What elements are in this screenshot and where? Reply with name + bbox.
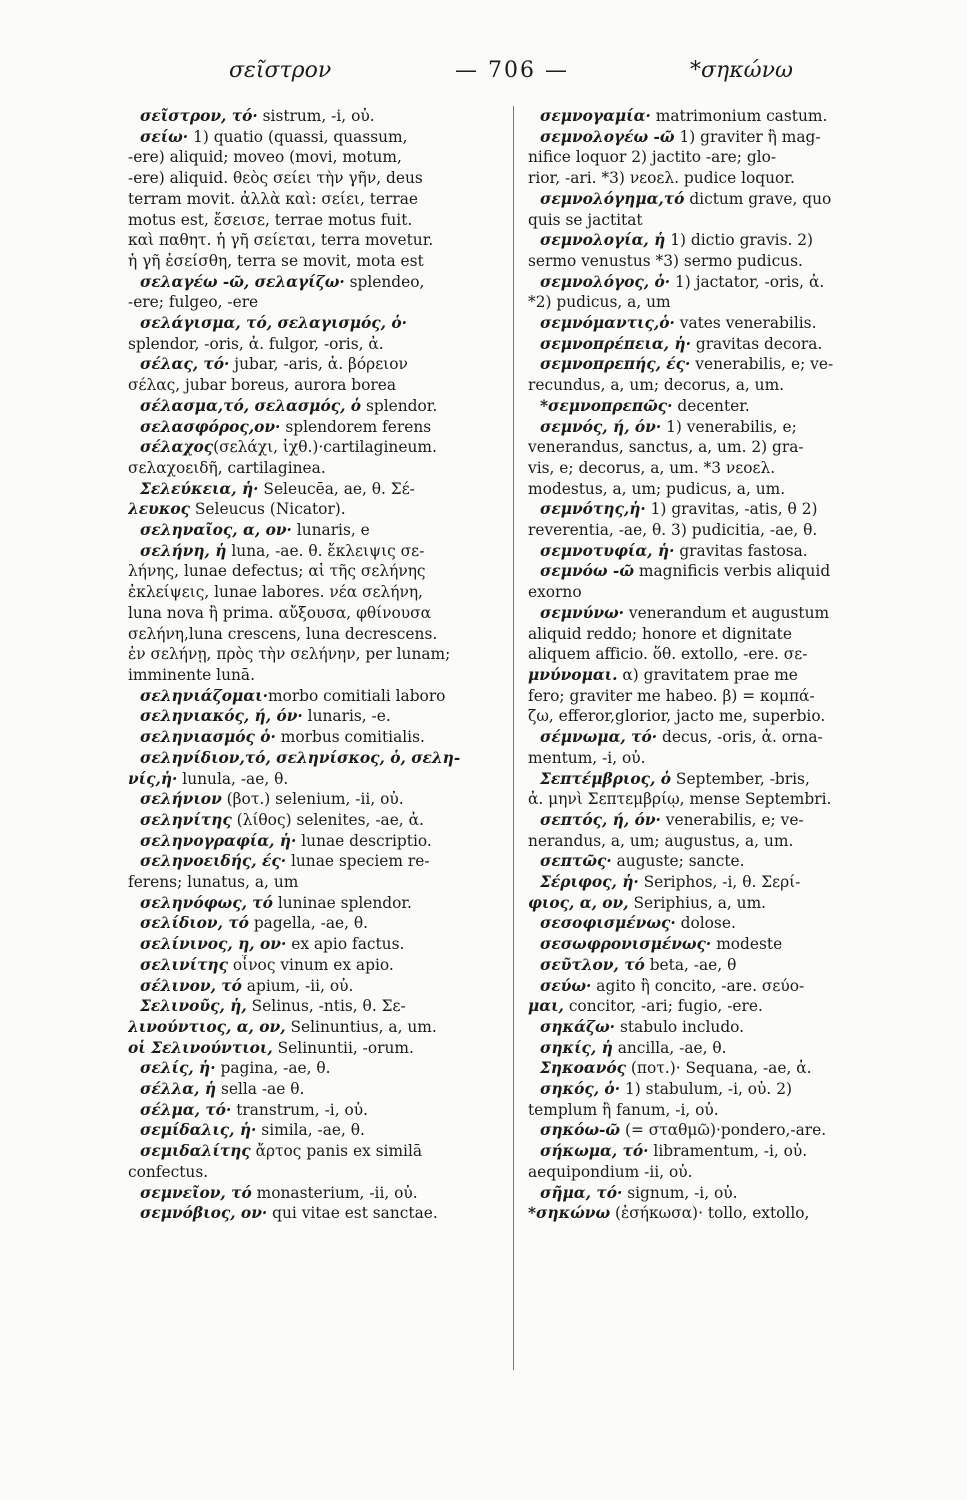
definition-text: οἶνος vinum ex apio. [228, 955, 394, 974]
dictionary-line [528, 810, 902, 831]
headword: σέλασμα,τό, σελασμός, ὁ [140, 396, 362, 415]
column-divider [513, 106, 514, 1370]
definition-text: monasterium, -ii, οὐ. [251, 1183, 418, 1202]
definition-text: motus est, ἔσεισε, terrae motus fuit. [128, 210, 413, 229]
headword: σελίδιον, τό [140, 914, 249, 933]
dictionary-line [128, 624, 502, 645]
dictionary-line [128, 1203, 502, 1224]
definition-text: libramentum, -i, οὐ. [648, 1142, 808, 1161]
headword: σεσοφισμένως· [540, 914, 676, 933]
page-number: — 706 — [455, 58, 569, 83]
dictionary-line [128, 375, 502, 396]
headword: σελίς, ἡ· [140, 1059, 216, 1078]
dictionary-line [528, 458, 902, 479]
dictionary-line [128, 437, 502, 458]
definition-text: nerandus, a, um; augustus, a, um. [528, 831, 794, 850]
definition-text: Seriphius, a, um. [628, 893, 767, 912]
definition-text: September, -bris, [671, 769, 810, 788]
headword: Σέριφος, ἡ· [540, 873, 639, 892]
definition-text: aliquem afficio. ὅθ. extollo, -ere. σε- [528, 645, 808, 664]
dictionary-line [128, 976, 502, 997]
definition-text: stabulo includo. [615, 1017, 745, 1036]
definition-text: decus, -oris, ἀ. orna- [657, 728, 823, 747]
headword: λινούντιος, α, ον, [128, 1017, 286, 1036]
dictionary-line [528, 934, 902, 955]
headword: σεληναῖος, α, ον· [140, 521, 292, 540]
dictionary-line [528, 686, 902, 707]
headword: σεληνόφως, τό [140, 893, 273, 912]
headword: νίς,ἡ· [128, 769, 178, 788]
headword: σεμνολόγημα,τό [540, 189, 685, 208]
dictionary-line [528, 1120, 902, 1141]
dictionary-line [128, 210, 502, 231]
definition-text: imminente lunā. [128, 665, 255, 684]
headword: σεσωφρονισμένως· [540, 935, 712, 954]
definition-text: beta, -ae, θ [644, 955, 737, 974]
headword: σηκάζω· [540, 1017, 616, 1036]
dictionary-line [128, 168, 502, 189]
definition-text: agito ἢ concito, -are. σεύο- [591, 976, 805, 995]
dictionary-line [128, 417, 502, 438]
headword: σεμνόμαντις,ὁ· [540, 314, 675, 333]
definition-text: recundus, a, um; decorus, a, um. [528, 376, 785, 395]
dictionary-line [128, 292, 502, 313]
dictionary-line [128, 334, 502, 355]
definition-text: Selinuntii, -orum. [272, 1038, 414, 1057]
dictionary-line [528, 769, 902, 790]
dictionary-line [528, 541, 902, 562]
dictionary-line [528, 644, 902, 665]
definition-text: decenter. [672, 396, 750, 415]
definition-text: dolose. [675, 914, 736, 933]
dictionary-line [128, 127, 502, 148]
headword: σεμνογαμία· [540, 107, 651, 125]
definition-text: Seleucēa, ae, θ. Σέ- [258, 479, 415, 498]
definition-text: luna nova ἢ prima. αὔξουσα, φθίνουσα [128, 603, 432, 622]
dictionary-line [128, 644, 502, 665]
definition-text: ἡ γῆ ἐσείσθη, terra se movit, mota est [128, 251, 424, 270]
dictionary-line [528, 479, 902, 500]
definition-text: (ποτ.)· Sequana, -ae, ἀ. [626, 1059, 812, 1078]
headword: σεμνοπρέπεια, ἡ· [540, 334, 691, 353]
definition-text: jubar, -aris, ἀ. βόρειον [229, 355, 408, 374]
definition-text: σέλας, jubar boreus, aurora borea [128, 376, 397, 395]
headword: σηκός, ὁ· [540, 1080, 621, 1099]
definition-text: pagella, -ae, θ. [248, 914, 369, 933]
dictionary-line [128, 851, 502, 872]
headword: σέλαχος [140, 438, 214, 457]
headword: σεμνόβιος, ον· [140, 1204, 268, 1223]
headword: σεμνολόγος, ὁ· [540, 272, 671, 291]
dictionary-line [528, 127, 902, 148]
dictionary-line [128, 499, 502, 520]
dictionary-line [528, 851, 902, 872]
dictionary-line [528, 375, 902, 396]
dictionary-line [528, 561, 902, 582]
dictionary-line [528, 189, 902, 210]
dictionary-line [528, 913, 902, 934]
dictionary-line [128, 1100, 502, 1121]
definition-text: luna, -ae. θ. ἔκλειψις σε- [226, 541, 425, 560]
headword: σηκίς, ἡ [540, 1038, 613, 1057]
headword: σέλλα, ἡ [140, 1080, 217, 1099]
dictionary-line [128, 541, 502, 562]
headword: σεληνιάζομαι· [140, 686, 268, 705]
dictionary-line [128, 955, 502, 976]
definition-text: aequipondium -ii, οὐ. [528, 1162, 693, 1181]
definition-text: lunaris, e [291, 521, 370, 540]
dictionary-line [128, 1183, 502, 1204]
headword: σεληνιασμός ὁ· [140, 728, 276, 747]
headword: σέλμα, τό· [140, 1100, 232, 1119]
headword: σελαγέω -ῶ, σελαγίζω· [140, 272, 345, 291]
dictionary-line [128, 520, 502, 541]
definition-text: gravitas decora. [690, 334, 823, 353]
dictionary-line [128, 458, 502, 479]
definition-text: pagina, -ae, θ. [215, 1059, 331, 1078]
dictionary-line [528, 996, 902, 1017]
definition-text: 1) quatio (quassi, quassum, [188, 127, 408, 146]
definition-text: matrimonium castum. [650, 107, 828, 125]
headword: σεληνοειδής, ές· [140, 852, 287, 871]
definition-text: Selinuntius, a, um. [285, 1017, 437, 1036]
dictionary-line [528, 1162, 902, 1183]
definition-text: α) gravitatem prae me [617, 665, 798, 684]
definition-text: vates venerabilis. [674, 314, 817, 333]
dictionary-line [528, 748, 902, 769]
definition-text: splendeo, [344, 272, 425, 291]
definition-text: sermo venustus *3) sermo pudicus. [528, 251, 803, 270]
dictionary-line [128, 686, 502, 707]
headword: σελήνιον [140, 790, 222, 809]
definition-text: *2) pudicus, a, um [528, 293, 671, 312]
dictionary-line [128, 251, 502, 272]
dictionary-line [528, 147, 902, 168]
dictionary-line [528, 893, 902, 914]
headword: Σελινοῦς, ἡ, [140, 997, 247, 1016]
page-header [0, 58, 967, 98]
definition-text: lunae speciem re- [286, 852, 430, 871]
headword: σεμίδαλις, ἡ· [140, 1121, 257, 1140]
dictionary-line [528, 520, 902, 541]
definition-text: modeste [711, 935, 783, 954]
dictionary-line [128, 230, 502, 251]
headword: σείω· [140, 127, 189, 146]
dictionary-line [128, 893, 502, 914]
definition-text: λήνης, lunae defectus; αἱ τῆς σελήνης [128, 562, 426, 581]
headword: σεμνός, ή, όν· [540, 417, 662, 436]
definition-text: (ἐσήκωσα)· tollo, extollo, [610, 1204, 810, 1223]
dictionary-line [128, 106, 502, 127]
dictionary-line [528, 706, 902, 727]
headword: Σεπτέμβριος, ὁ [540, 769, 672, 788]
definition-text: terram movit. ἀλλὰ καὶ: σείει, terrae [128, 189, 419, 208]
definition-text: confectus. [128, 1162, 209, 1181]
headword: *σεμνοπρεπῶς· [540, 396, 673, 415]
dictionary-line [128, 396, 502, 417]
definition-text: ἐκλείψεις, lunae labores. νέα σελήνη, [128, 583, 423, 602]
headword: σελασφόρος,ον· [140, 417, 281, 436]
dictionary-line [528, 396, 902, 417]
dictionary-line [128, 561, 502, 582]
dictionary-line [528, 230, 902, 251]
dictionary-line [128, 1141, 502, 1162]
headword: σεμιδαλίτης [140, 1142, 251, 1161]
definition-text: lunae descriptio. [296, 831, 432, 850]
headword: σήκωμα, τό· [540, 1142, 649, 1161]
definition-text: qui vitae est sanctae. [267, 1204, 438, 1223]
definition-text: aliquid reddo; honore et dignitate [528, 624, 792, 643]
dictionary-line [528, 582, 902, 603]
definition-text: Seriphos, -i, θ. Σερί- [638, 873, 801, 892]
dictionary-line [528, 1203, 902, 1224]
headword: σεληνίδιον,τό, σεληνίσκος, ὁ, σελη- [140, 748, 461, 767]
definition-text: auguste; sancte. [611, 852, 745, 871]
definition-text: simila, -ae, θ. [256, 1121, 365, 1140]
definition-text: exorno [528, 583, 582, 602]
definition-text: dictum grave, quo [684, 189, 832, 208]
definition-text: -ere) aliquid. θεὸς σείει τὴν γῆν, deus [128, 169, 423, 188]
headword: σεμνολογία, ἡ [540, 231, 666, 250]
definition-text: Seleucus (Nicator). [190, 500, 346, 519]
definition-text: mentum, -i, οὐ. [528, 748, 646, 767]
dictionary-line [128, 727, 502, 748]
definition-text: venerandus, sanctus, a, um. 2) gra- [528, 438, 804, 457]
dictionary-line [128, 1038, 502, 1059]
definition-text: morbus comitialis. [275, 728, 425, 747]
headword: σελάγισμα, τό, σελαγισμός, ὁ· [140, 314, 407, 333]
definition-text: (λίθος) selenites, -ae, ἀ. [231, 810, 424, 829]
dictionary-line [128, 1079, 502, 1100]
definition-text: ἄρτος panis ex similā [250, 1142, 423, 1161]
definition-text: 1) graviter ἢ mag- [674, 127, 821, 146]
definition-text: (σελάχι, ἰχθ.)·cartilagineum. [213, 438, 437, 457]
dictionary-line [128, 603, 502, 624]
dictionary-line [528, 334, 902, 355]
dictionary-line [528, 955, 902, 976]
definition-text: 1) gravitas, -atis, θ 2) [645, 500, 818, 519]
headword: Σελεύκεια, ἡ· [140, 479, 259, 498]
headword: σεμνοπρεπής, ές· [540, 355, 691, 374]
dictionary-line [128, 1017, 502, 1038]
headword: σεληνιακός, ή, όν· [140, 707, 303, 726]
definition-text: σελήνη,luna crescens, luna decrescens. [128, 624, 438, 643]
dictionary-line [528, 1017, 902, 1038]
definition-text: signum, -i, οὐ. [622, 1183, 738, 1202]
dictionary-line [528, 1058, 902, 1079]
headword: σηκόω-ῶ [540, 1121, 621, 1140]
dictionary-line [128, 934, 502, 955]
definition-text: (βοτ.) selenium, -ii, οὐ. [221, 790, 404, 809]
definition-text: concitor, -ari; fugio, -ere. [563, 997, 763, 1016]
headword: σεῖστρον, τό· [140, 107, 258, 125]
dictionary-line [128, 789, 502, 810]
dictionary-line [528, 313, 902, 334]
definition-text: 1) venerabilis, e; [661, 417, 797, 436]
definition-text: ancilla, -ae, θ. [612, 1038, 727, 1057]
definition-text: splendor. [361, 396, 438, 415]
dictionary-line [128, 1120, 502, 1141]
definition-text: lunaris, -e. [302, 707, 391, 726]
dictionary-line [528, 417, 902, 438]
left-column [128, 106, 502, 1388]
headword: σελινίτης [140, 955, 228, 974]
definition-text: σελαχοειδῆ, cartilaginea. [128, 458, 326, 477]
dictionary-line [528, 976, 902, 997]
definition-text: sella -ae θ. [216, 1080, 305, 1099]
definition-text: ferens; lunatus, a, um [128, 873, 299, 892]
headword: σεμνύνω· [540, 603, 625, 622]
definition-text: -ere) aliquid; moveo (movi, motum, [128, 148, 402, 167]
definition-text: lunula, -ae, θ. [177, 769, 289, 788]
dictionary-line [528, 1100, 902, 1121]
definition-text: transtrum, -i, οὐ. [231, 1100, 368, 1119]
definition-text: morbo comitiali laboro [267, 686, 446, 705]
definition-text: reverentia, -ae, θ. 3) pudicitia, -ae, θ. [528, 521, 818, 540]
headword: σεῦτλον, τό [540, 955, 645, 974]
headword: σεμνόω -ῶ [540, 562, 634, 581]
dictionary-line [128, 748, 502, 769]
definition-text: sistrum, -i, οὐ. [257, 107, 375, 125]
headword: φιος, α, ον, [528, 893, 629, 912]
definition-text: nifice loquor 2) jactito -are; glo- [528, 148, 777, 167]
headword: σελήνη, ἡ [140, 541, 227, 560]
dictionary-line [528, 292, 902, 313]
headword: σέλινον, τό [140, 976, 242, 995]
dictionary-line [528, 872, 902, 893]
headword: σεληνίτης [140, 810, 232, 829]
dictionary-line [128, 147, 502, 168]
definition-text: apium, -ii, οὐ. [241, 976, 354, 995]
dictionary-line [528, 437, 902, 458]
definition-text: venerandum et augustum [624, 603, 830, 622]
definition-text: luninae splendor. [272, 893, 412, 912]
dictionary-line [528, 603, 902, 624]
dictionary-line [128, 665, 502, 686]
definition-text: 1) jactator, -oris, ἀ. [670, 272, 825, 291]
definition-text: ζω, efferor,glorior, jacto me, superbio. [528, 707, 826, 726]
dictionary-line [128, 479, 502, 500]
definition-text: καὶ παθητ. ἡ γῆ σείεται, terra movetur. [128, 231, 434, 250]
headword: σεμνότης,ἡ· [540, 500, 646, 519]
definition-text: templum ἢ fanum, -i, οὐ. [528, 1100, 719, 1119]
headword: σέλας, τό· [140, 355, 230, 374]
headword: σεπτός, ή, όν· [540, 810, 661, 829]
definition-text: splendor, -oris, ἀ. fulgor, -oris, ἀ. [128, 334, 384, 353]
running-head-left: σεῖστρον [229, 58, 332, 83]
dictionary-line [128, 582, 502, 603]
headword: σεμνεῖον, τό [140, 1183, 252, 1202]
headword: σεμνοτυφία, ἡ· [540, 541, 675, 560]
definition-text: (= σταθμῶ)·pondero,-are. [620, 1121, 827, 1140]
right-column [528, 106, 902, 1388]
dictionary-line [528, 1038, 902, 1059]
dictionary-line [528, 354, 902, 375]
dictionary-line [128, 1162, 502, 1183]
dictionary-line [528, 789, 902, 810]
definition-text: venerabilis, e; ve- [660, 810, 804, 829]
dictionary-line [528, 1183, 902, 1204]
dictionary-line [528, 727, 902, 748]
running-head-right: *σηκώνω [690, 58, 793, 83]
dictionary-line [528, 624, 902, 645]
dictionary-line [128, 996, 502, 1017]
dictionary-line [128, 313, 502, 334]
dictionary-line [128, 1058, 502, 1079]
definition-text: ἐν σελήνῃ, πρὸς τὴν σελήνην, per lunam; [128, 645, 451, 664]
headword: σεύω· [540, 976, 592, 995]
dictionary-line [128, 189, 502, 210]
definition-text: fero; graviter me habeo. β) = κομπά- [528, 686, 815, 705]
dictionary-line [528, 251, 902, 272]
definition-text: venerabilis, e; ve- [690, 355, 834, 374]
headword: Σηκοανός [540, 1059, 627, 1078]
headword: μνύνομαι. [528, 665, 618, 684]
dictionary-line [528, 168, 902, 189]
dictionary-line [528, 106, 902, 127]
headword: λευκος [128, 500, 190, 519]
definition-text: 1) stabulum, -i, οὐ. 2) [620, 1080, 792, 1099]
headword: σέμνωμα, τό· [540, 728, 658, 747]
headword: σῆμα, τό· [540, 1183, 623, 1202]
definition-text: modestus, a, um; pudicus, a, um. [528, 479, 786, 498]
definition-text: ex apio factus. [286, 935, 405, 954]
dictionary-line [528, 1141, 902, 1162]
dictionary-line [528, 210, 902, 231]
definition-text: splendorem ferens [280, 417, 432, 436]
headword: *σηκώνω [528, 1204, 611, 1223]
dictionary-line [128, 706, 502, 727]
headword: σεληνογραφία, ἡ· [140, 831, 297, 850]
dictionary-line [128, 913, 502, 934]
definition-text: gravitas fastosa. [674, 541, 808, 560]
definition-text: 1) dictio gravis. 2) [665, 231, 814, 250]
dictionary-line [528, 1079, 902, 1100]
headword: σεμνολογέω -ῶ [540, 127, 675, 146]
headword: οἱ Σελινούντιοι, [128, 1038, 273, 1057]
definition-text: Selinus, -ntis, θ. Σε- [246, 997, 406, 1016]
dictionary-line [528, 665, 902, 686]
dictionary-line [128, 354, 502, 375]
dictionary-line [128, 831, 502, 852]
dictionary-line [528, 272, 902, 293]
definition-text: quis se jactitat [528, 210, 643, 229]
headword: μαι, [528, 997, 564, 1016]
definition-text: magnificis verbis aliquid [633, 562, 831, 581]
dictionary-line [128, 810, 502, 831]
dictionary-line [528, 831, 902, 852]
dictionary-line [128, 872, 502, 893]
definition-text: vis, e; decorus, a, um. *3 νεοελ. [528, 458, 776, 477]
dictionary-line [128, 769, 502, 790]
definition-text: -ere; fulgeo, -ere [128, 293, 259, 312]
definition-text: ἀ. μηνὶ Σεπτεμβρίῳ, mense Septembri. [528, 790, 832, 809]
definition-text: rior, -ari. *3) νεοελ. pudice loquor. [528, 169, 795, 188]
dictionary-line [128, 272, 502, 293]
dictionary-line [528, 499, 902, 520]
headword: σεπτῶς· [540, 852, 612, 871]
headword: σελίνινος, η, ον· [140, 935, 287, 954]
